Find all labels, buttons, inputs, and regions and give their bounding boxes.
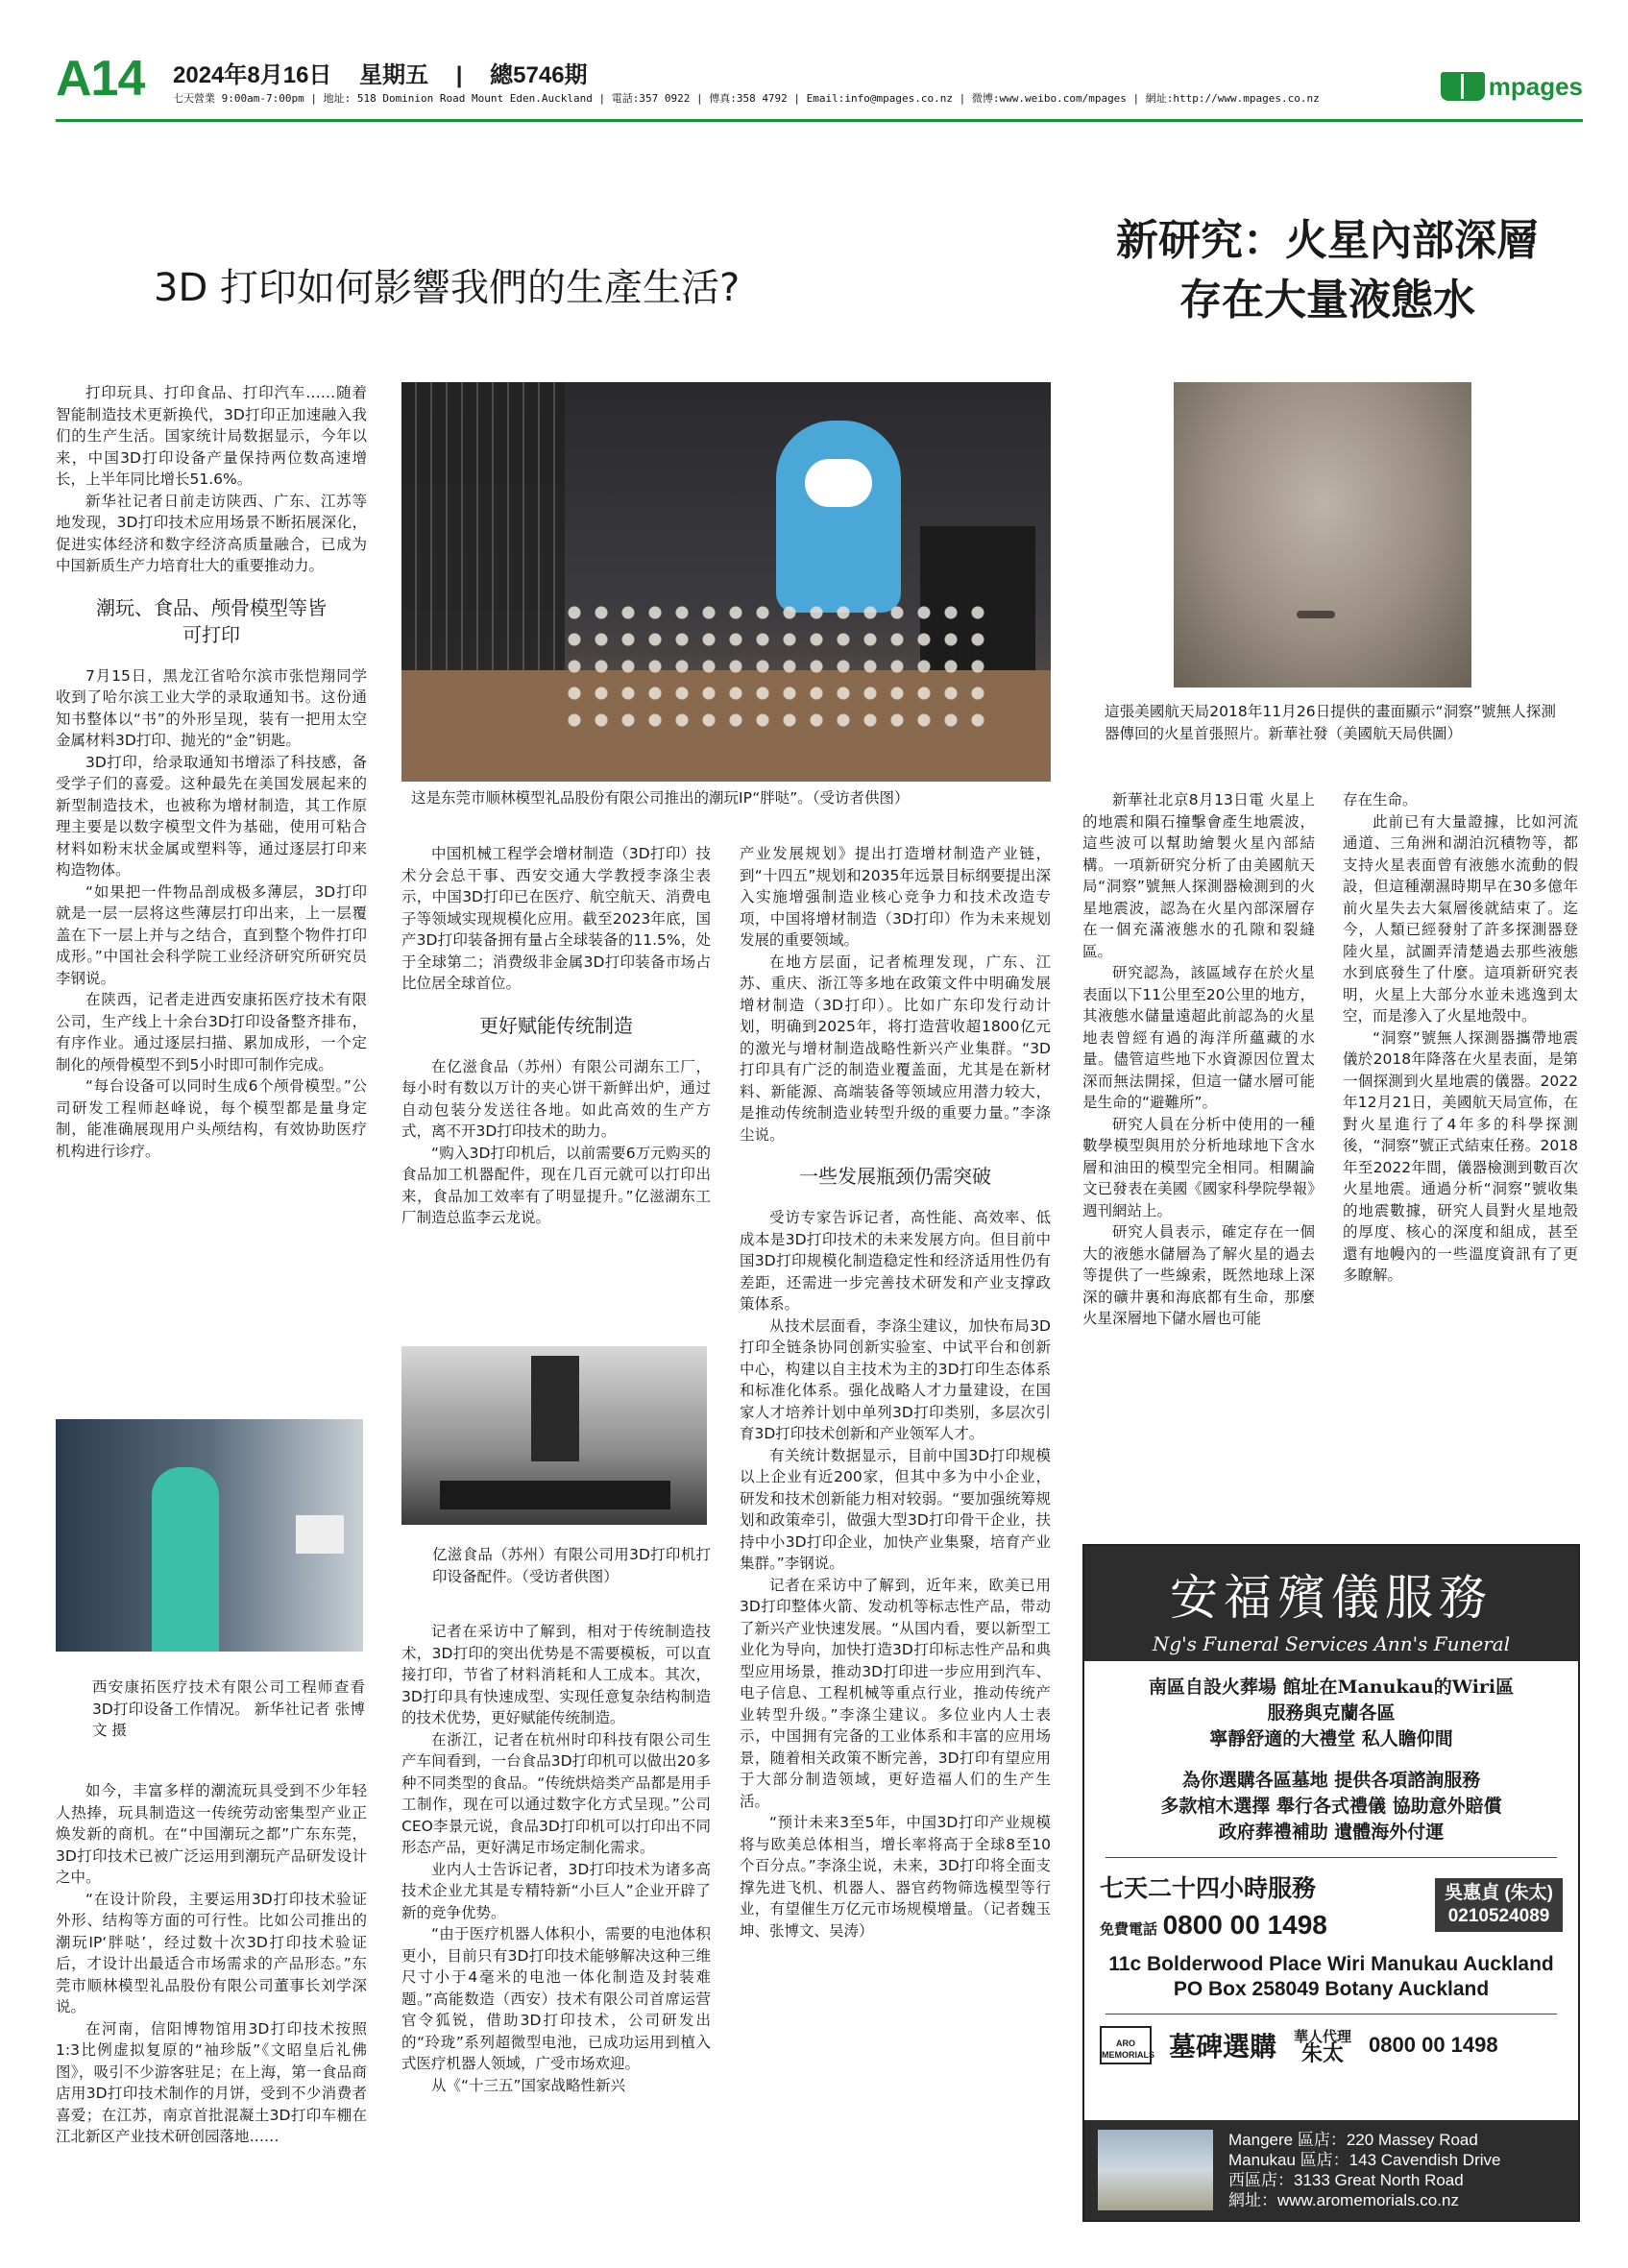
paragraph: “预计未来3至5年，中国3D打印产业规模将与欧美总体相当，增长率将高于全球8至10个百分点。”李涤尘说，未来，3D打印将全面支撑先进飞机、机器人、器官药物筛选模型等行业，有望催生万亿元市场规模增量。（记者魏玉坤、张博文、吴涛） [740,1814,1051,1940]
paragraph: 研究認為，該區域存在於火星表面以下11公里至20公里的地方，其液態水儲量遠超此前認為的火星地表曾經有過的海洋所蘊藏的水量。儘管這些地下水資源因位置太深而無法開採，但這一儲水層可能是生命的“避難所”。 [1082,964,1315,1111]
paragraph: 受访专家告诉记者，高性能、高效率、低成本是3D打印技术的未来发展方向。但目前中国3D打印规模化制造稳定性和经济适用性仍有差距，还需进一步完善技术研发和产业支撑政策体系。 [740,1209,1051,1313]
printer-caption: 亿滋食品（苏州）有限公司用3D打印机打印设备配件。（受访者供图） [432,1546,711,1585]
paragraph: “如果把一件物品剖成极多薄层，3D打印就是一层一层将这些薄层打印出来，上一层覆盖在下一层上并与之结合，直到整个物件打印成形。”中国社会科学院工业经济研究所研究员李钢说。 [56,882,367,987]
panda-figure [776,421,901,613]
ad-agent-phone: 0800 00 1498 [1369,2033,1498,2057]
paragraph: 新华社记者日前走访陕西、广东、江苏等地发现，3D打印技术应用场景不断拓展深化，促进实体经济和数字经济高质量融合，已成为中国新质生产力培育壮大的重要推动力。 [56,492,367,574]
header-rule [56,119,1583,122]
paragraph: 记者在采访中了解到，近年来，欧美已用3D打印整体火箭、发动机等标志性产品，带动了新兴产业快速发展。“从国内看，要以新型工业化为导向，加快打造3D打印标志性产品和典型应用场景，推动3D打印进一步应用到汽车、电子信息、工程机械等重点行业，推动传统产业转型升级。”李涤尘建议。多位业内人士表示，中国拥有完备的工业体系和丰富的应用场景，随着相关政策不断完善，3D打印有望应用于大部分制造领域，更好造福人们的生产生活。 [740,1576,1051,1810]
article-3d-column-1b [56,1780,367,2148]
printer-photo [401,1346,707,1525]
ad-service-row [1084,1870,1578,1941]
mars-column-2 [1343,789,1578,1287]
ad-footer [1084,2120,1578,2220]
paragraph: 如今，丰富多样的潮流玩具受到不少年轻人热捧，玩具制造这一传统劳动密集型产业正焕发新的商机。在“中国潮玩之都”广东东莞，3D打印技术已被广泛运用到潮玩产品研发设计之中。 [56,1782,367,1886]
paragraph: 在浙江，记者在杭州时印科技有限公司生产车间看到，一台食品3D打印机可以做出20多种不同类型的食品。“传统烘焙类产品都是用手工制作，现在可以通过数字化方式呈现。”公司CEO李景元说，食品3D打印机可以打印出不同形态产品，更好满足市场定制化需求。 [401,1730,711,1856]
paragraph: 记者在采访中了解到，相对于传统制造技术，3D打印的突出优势是不需要模板，可以直接打印，节省了材料消耗和人工成本。其次，3D打印具有快速成型、实现任意复杂结构制造的技术优势，更好赋能传统制造。 [401,1623,711,1726]
paragraph: 在地方层面，记者梳理发现，广东、江苏、重庆、浙江等多地在政策文件中明确发展增材制造（3D打印）。比如广东印发行动计划，明确到2025年，将打造营收超1800亿元的激光与增材制造战略性新兴产业集群。“3D打印具有广泛的制造业覆盖面，尤其是在新材料、新能源、高端装备等领域应用潜力较大，是推动传统制造业转型升级的重要力量。”李涤尘说。 [740,953,1051,1144]
paragraph: 3D打印，给录取通知书增添了科技感，备受学子们的喜爱。这种最先在美国发展起来的新型制造技术，也被称为增材制造，其工作原理主要是以数字模型文件为基础，使用可粘合材料如粉末状金属或塑料等，通过逐层打印来构造物体。 [56,753,367,879]
paragraph: 在陕西，记者走进西安康拓医疗技术有限公司，生产线上十余台3D打印设备整齐排布，有序作业。通过逐层扫描、累加成形，一个定制化的颅骨模型不到5小时即可制作完成。 [56,991,367,1074]
ad-body [1084,1661,1578,2064]
paragraph: “每台设备可以同时生成6个颅骨模型。”公司研发工程师赵峰说，每个模型都是量身定制，能准确展现用户头颅结构，有效协助医疗机构进行诊疗。 [56,1077,367,1160]
issue-number: 總5746期 [490,62,588,88]
paragraph: 在亿滋食品（苏州）有限公司湖东工厂，每小时有数以万计的夹心饼干新鲜出炉，通过自动包装分发送往各地。如此高效的生产方式，离不开3D打印技术的助力。 [401,1057,711,1140]
funeral-ad [1082,1544,1580,2222]
paragraph: “在设计阶段，主要运用3D打印技术验证外形、结构等方面的可行性。比如公司推出的潮玩IP‘胖哒’，经过数十次3D打印技术验证后，才设计出最适合市场需求的产品形态。”东莞市顺林模型礼品股份有限公司董事长刘学深说。 [56,1890,367,2015]
article-3d-column-1 [56,382,367,1162]
ad-header [1084,1546,1578,1661]
paragraph: 研究人員表示，確定存在一個大的液態水儲層為了解火星的過去等提供了一些線索，既然地球上深深的礦井裏和海底都有生命，那麼火星深層地下儲水層也可能 [1082,1223,1315,1327]
contact-info: 七天營業 9:00am-7:00pm | 地址: 518 Dominion Road Mount Eden.Auckland | 電話:357 0922 | 傳真:358 4792 | Email:info@mpages.co.nz | 微博:www.weibo.com/mpages | 網址:http://www.mpages.co.nz [173,92,1320,105]
paragraph: 中国机械工程学会增材制造（3D打印）技术分会总干事、西安交通大学教授李涤尘表示，中国3D打印已在医疗、航空航天、消费电子等领域实现规模化应用。截至2023年底，国产3D打印装备拥有量占全球装备的11.5%，处于全球第二；消费级非金属3D打印装备市场占比位居全球首位。 [401,845,711,992]
paragraph: 在河南，信阳博物馆用3D打印技术按照1:3比例虚拟复原的“袖珍版”《文昭皇后礼佛图》，吸引不少游客驻足；在上海，第一食品商店用3D打印技术制作的月饼，受到不少消费者喜爱；在江苏，南京首批混凝土3D打印车棚在江北新区产业技术研创园落地…… [56,2019,367,2145]
ad-free-label: 免費電話 [1100,1920,1158,1938]
ad-line: 服務與克蘭各區 [1267,1702,1396,1724]
ad-contact-tag: 吳惠貞 (朱太) 0210524089 [1435,1878,1563,1932]
logo-text: mpages [1488,71,1583,101]
ad-agent: 華人代理 朱太 [1294,2028,1352,2066]
mars-photo [1174,382,1471,688]
ad-title: 安福殯儀服務 [1170,1570,1493,1626]
book-icon [1441,72,1485,101]
paragraph: 有关统计数据显示，目前中国3D打印规模以上企业有近200家，但其中多为中小企业，研发和技术创新能力相对较弱。“要加强统筹规划和政策牵引，做强大型3D打印骨干企业，扶持中小3D打印企业，加快产业集聚，培育产业集群。”李钢说。 [740,1446,1051,1572]
paragraph: 存在生命。 [1343,791,1418,808]
ad-247: 七天二十四小時服務 免費電話 0800 00 1498 [1100,1874,1327,1940]
mars-caption: 這張美國航天局2018年11月26日提供的畫面顯示“洞察”號無人探測器傳回的火星首張照片。新華社發（美國航天局供圖） [1105,703,1556,742]
mars-column-1 [1082,789,1315,1330]
page-header [56,50,1583,117]
issue-weekday: 星期五 [359,62,429,88]
issue-separator: | [455,62,463,88]
paragraph: 产业发展规划》提出打造增材制造产业链，到“十四五”规划和2035年远景目标纲要提出深入实施增强制造业核心竞争力和技术改造专项，中国将增材制造（3D打印）作为未来规划发展的重要领域。 [740,845,1051,949]
paragraph: 打印玩具、打印食品、打印汽车……随着智能制造技术更新换代，3D打印正加速融入我们的生产生活。国家统计局数据显示，今年以来，中国3D打印设备产量保持两位数高速增长，上半年同比增长51.6%。 [56,384,367,488]
paragraph: 研究人員在分析中使用的一種數學模型與用於分析地球地下含水層和油田的模型完全相同。相關論文已發表在美國《國家科學院學報》週刊網站上。 [1082,1115,1315,1219]
issue-line [173,56,609,89]
ad-line: 為你選購各區墓地 提供各項諮詢服務 [1181,1770,1481,1791]
ad-tomb: 墓碑選購 [1169,2031,1277,2063]
engineer-caption: 西安康拓医疗技术有限公司工程师查看3D打印设备工作情况。 新华社记者 张博文 摄 [92,1678,365,1739]
paragraph: 从技术层面看，李涤尘建议，加快布局3D打印全链条协同创新实验室、中试平台和创新中心，构建以自主技术为主的3D打印生态体系和标准化体系。强化战略人才力量建设，在国家人才培养计划中单列3D打印类别，多层次引育3D打印技术创新和产业领军人才。 [740,1316,1051,1442]
paragraph: “由于医疗机器人体积小，需要的电池体积更小，目前只有3D打印技术能够解决这种三维尺寸小于4毫米的电池一体化制造及封装难题。”高能数造（西安）技术有限公司首席运营官令狐锐，借助3D打印技术，公司研发出的“玲珑”系列超微型电池，已成功运用到植入式医疗机器人领域，广受市场欢迎。 [401,1925,711,2072]
subheading: 潮玩、食品、颅骨模型等皆可打印 [96,595,327,646]
ad-line: 政府葬禮補助 遺體海外付運 [1218,1822,1445,1843]
subheading: 更好赋能传统制造 [479,1013,633,1037]
paragraph: “购入3D打印机后，以前需要6万元购买的食品加工机器配件，现在几百元就可以打印出来，食品加工效率有了明显提升。”亿滋湖东工厂制造总监李云龙说。 [401,1144,711,1226]
article-title-3d: 3D 打印如何影響我們的生產生活? [154,266,741,310]
paragraph: “洞察”號無人探測器攜帶地震儀於2018年降落在火星表面，是第一個探測到火星地震的儀器。2022年12月21日，美國航天局宣佈，在對火星進行了4年多的科學探測後，“洞察”號正式結束任務。2018年至2022年間，儀器檢測到數百次火星地震。通過分析“洞察”號收集的地震數據，研究人員對火星地殼的厚度、核心的深度和組成，甚至還有地幔內的一些溫度資訊有了更多瞭解。 [1343,1028,1578,1284]
issue-date: 2024年8月16日 [173,62,332,88]
memorial-photo [1098,2130,1213,2210]
article-title-mars: 新研究：火星內部深層存在大量液態水 [1116,216,1539,325]
article-3d-column-3 [740,843,1051,1942]
toys-photo [401,382,1051,782]
engineer-photo [56,1419,363,1652]
ad-line: 南區自設火葬場 館址在Manukau的Wiri區 [1148,1677,1515,1698]
paragraph: 7月15日，黑龙江省哈尔滨市张恺翔同学收到了哈尔滨工业大学的录取通知书。这份通知书整体以“书”的外形呈现，装有一把用太空金属材料3D打印、抛光的“金”钥匙。 [56,666,367,749]
page-number: A14 [56,51,145,107]
ad-free-phone: 0800 00 1498 [1162,1910,1327,1940]
paragraph: 从《“十三五”国家战略性新兴 [431,2076,626,2094]
paragraph: 业内人士告诉记者，3D打印技术为诸多高技术企业尤其是专精特新“小巨人”企业开辟了新的竞争优势。 [401,1860,711,1921]
toys-caption: 这是东莞市顺林模型礼品股份有限公司推出的潮玩IP“胖哒”。（受访者供图） [411,789,910,807]
article-3d-column-2 [401,843,711,1229]
paragraph: 新華社北京8月13日電 火星上的地震和隕石撞擊會產生地震波，這些波可以幫助繪製火星內部結構。一項新研究分析了由美國航天局“洞察”號無人探測器檢測到的火星地震波，認為在火星內部深層存在一個充滿液態水的孔隙和裂縫區。 [1082,791,1315,960]
aro-logo: ARO MEMORIALS [1100,2026,1152,2064]
ad-branches: Mangere 區店：220 Massey Road Manukau 區店：143 Cavendish Drive 西區店：3133 Great North Road 網址：www.aromemorials.co.nz [1228,2131,1501,2209]
paragraph: 此前已有大量證據，比如河流通道、三角洲和湖泊沉積物等，都支持火星表面曾有液態水流動的假設，但這種潮濕時期早在30多億年前火星失去大氣層後就結束了。迄今，人類已經發射了許多探測器登陸火星，試圖弄清楚過去那些液態水到底發生了什麼。這項新研究表明，火星上大部分水並未逃逸到太空，而是滲入了火星地殼中。 [1343,812,1578,1025]
article-3d-column-2b [401,1621,711,2096]
newspaper-logo [1441,67,1583,106]
ad-line: 多款棺木選擇 舉行各式禮儀 協助意外賠償 [1160,1796,1502,1817]
ad-memorial-row [1084,2026,1578,2064]
subheading: 一些发展瓶颈仍需突破 [799,1165,991,1188]
ad-address: 11c Bolderwood Place Wiri Manukau Auckland PO Box 258049 Botany Auckland [1108,1953,1554,2000]
ad-english-name: Ng's Funeral Services Ann's Funeral [1152,1632,1511,1655]
ad-line: 寧靜舒適的大禮堂 私人瞻仰間 [1209,1728,1453,1749]
